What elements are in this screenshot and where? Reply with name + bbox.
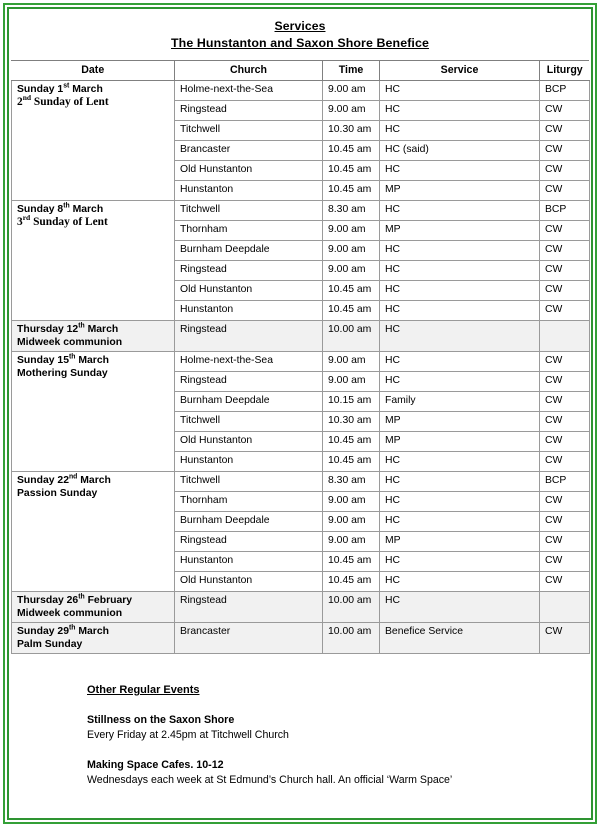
cell-church: Thornham (175, 221, 323, 241)
table-row (12, 81, 590, 101)
cell-service: HC (380, 121, 540, 141)
date-line-1: Thursday 26th February (17, 593, 133, 606)
cell-liturgy: CW (540, 261, 590, 281)
cell-service: MP (380, 221, 540, 241)
table-header-row (12, 61, 590, 81)
date-line-2: Palm Sunday (17, 639, 83, 650)
cell-church: Holme-next-the-Sea (175, 352, 323, 372)
cell-liturgy (540, 592, 590, 623)
cell-church: Ringstead (175, 372, 323, 392)
event-description: Wednesdays each week at St Edmund’s Church hall. An official ‘Warm Space’ (87, 774, 453, 786)
table-row (12, 472, 590, 492)
cell-time: 10.45 am (323, 141, 380, 161)
cell-liturgy: CW (540, 141, 590, 161)
table-header (12, 61, 590, 81)
cell-service: MP (380, 412, 540, 432)
date-line-1: Sunday 15th March (17, 353, 109, 366)
cell-time: 9.00 am (323, 352, 380, 372)
cell-liturgy: CW (540, 372, 590, 392)
cell-service: HC (380, 261, 540, 281)
cell-liturgy: CW (540, 281, 590, 301)
cell-liturgy: BCP (540, 472, 590, 492)
cell-liturgy: CW (540, 121, 590, 141)
cell-service: HC (380, 241, 540, 261)
cell-service: HC (380, 161, 540, 181)
cell-liturgy: CW (540, 221, 590, 241)
cell-liturgy: CW (540, 241, 590, 261)
cell-service: HC (380, 552, 540, 572)
cell-liturgy (540, 321, 590, 352)
cell-time: 10.00 am (323, 321, 380, 352)
cell-liturgy: CW (540, 181, 590, 201)
date-ordinal-suffix: th (68, 624, 76, 632)
date-line-2: Passion Sunday (17, 488, 98, 499)
cell-date (12, 623, 175, 654)
cell-service: HC (380, 352, 540, 372)
cell-time: 10.45 am (323, 432, 380, 452)
services-table (11, 61, 590, 654)
cell-service: HC (380, 101, 540, 121)
date-line-1: Thursday 12th March (17, 322, 119, 335)
table-body (12, 81, 590, 654)
cell-service: HC (380, 472, 540, 492)
event-title: Stillness on the Saxon Shore (87, 714, 235, 726)
table-row (12, 352, 590, 372)
date-ordinal-suffix: th (68, 353, 76, 361)
cell-liturgy: CW (540, 392, 590, 412)
column-header-service: Service (380, 61, 540, 81)
cell-time: 8.30 am (323, 201, 380, 221)
cell-church: Hunstanton (175, 181, 323, 201)
cell-church: Titchwell (175, 121, 323, 141)
cell-church: Titchwell (175, 472, 323, 492)
cell-church: Old Hunstanton (175, 432, 323, 452)
date-line-1: Sunday 1st March (17, 82, 103, 95)
cell-service: MP (380, 532, 540, 552)
cell-time: 10.45 am (323, 301, 380, 321)
cell-service: HC (380, 492, 540, 512)
cell-time: 9.00 am (323, 512, 380, 532)
cell-liturgy: CW (540, 101, 590, 121)
cell-time: 10.45 am (323, 281, 380, 301)
cell-date (12, 352, 175, 472)
date-ordinal-suffix: nd (22, 93, 32, 103)
cell-service: HC (380, 301, 540, 321)
cell-time: 9.00 am (323, 221, 380, 241)
cell-service: HC (380, 512, 540, 532)
cell-liturgy: BCP (540, 201, 590, 221)
cell-service: HC (380, 572, 540, 592)
page-title-line2: The Hunstanton and Saxon Shore Benefice (171, 36, 429, 50)
date-ordinal-suffix: th (78, 322, 85, 330)
other-regular-events (11, 684, 589, 788)
cell-liturgy: CW (540, 552, 590, 572)
page-title (11, 11, 589, 61)
cell-time: 8.30 am (323, 472, 380, 492)
cell-liturgy: CW (540, 432, 590, 452)
event-title: Making Space Cafes. 10-12 (87, 759, 224, 771)
cell-time: 9.00 am (323, 492, 380, 512)
cell-church: Ringstead (175, 592, 323, 623)
cell-liturgy: CW (540, 532, 590, 552)
cell-liturgy: CW (540, 623, 590, 654)
cell-liturgy: CW (540, 492, 590, 512)
event-item (87, 758, 589, 788)
cell-church: Holme-next-the-Sea (175, 81, 323, 101)
page-content (11, 11, 589, 816)
other-events-heading: Other Regular Events (87, 684, 200, 696)
cell-time: 9.00 am (323, 532, 380, 552)
cell-time: 9.00 am (323, 241, 380, 261)
date-line-2: 2nd Sunday of Lent (17, 93, 109, 108)
cell-church: Titchwell (175, 201, 323, 221)
cell-church: Brancaster (175, 141, 323, 161)
cell-service: HC (380, 281, 540, 301)
cell-time: 10.45 am (323, 161, 380, 181)
cell-service: HC (380, 592, 540, 623)
cell-service: Benefice Service (380, 623, 540, 654)
cell-church: Burnham Deepdale (175, 241, 323, 261)
cell-service: HC (380, 372, 540, 392)
cell-church: Old Hunstanton (175, 161, 323, 181)
table-row (12, 321, 590, 352)
date-ordinal-suffix: nd (68, 473, 78, 481)
cell-church: Old Hunstanton (175, 572, 323, 592)
cell-time: 9.00 am (323, 261, 380, 281)
page-title-line1: Services (274, 19, 326, 33)
table-row (12, 623, 590, 654)
cell-time: 10.15 am (323, 392, 380, 412)
table-row (12, 592, 590, 623)
cell-church: Ringstead (175, 101, 323, 121)
date-ordinal-suffix: st (63, 82, 70, 90)
cell-church: Ringstead (175, 532, 323, 552)
cell-church: Titchwell (175, 412, 323, 432)
cell-church: Thornham (175, 492, 323, 512)
cell-church: Brancaster (175, 623, 323, 654)
column-header-liturgy: Liturgy (540, 61, 590, 81)
cell-liturgy: BCP (540, 81, 590, 101)
cell-time: 10.45 am (323, 572, 380, 592)
cell-service: MP (380, 181, 540, 201)
cell-date (12, 321, 175, 352)
cell-service: HC (380, 81, 540, 101)
cell-service: HC (380, 452, 540, 472)
date-line-1: Sunday 29th March (17, 624, 109, 637)
date-line-2: Mothering Sunday (17, 368, 108, 379)
cell-church: Old Hunstanton (175, 281, 323, 301)
date-line-1: Sunday 8th March (17, 202, 104, 215)
cell-time: 9.00 am (323, 81, 380, 101)
cell-service: HC (said) (380, 141, 540, 161)
cell-time: 9.00 am (323, 101, 380, 121)
cell-time: 10.30 am (323, 121, 380, 141)
date-line-2: Midweek communion (17, 337, 123, 348)
cell-date (12, 472, 175, 592)
cell-date (12, 592, 175, 623)
cell-service: HC (380, 201, 540, 221)
cell-time: 10.45 am (323, 452, 380, 472)
date-ordinal-suffix: rd (22, 213, 31, 223)
cell-time: 9.00 am (323, 372, 380, 392)
column-header-church: Church (175, 61, 323, 81)
cell-date (12, 201, 175, 321)
cell-time: 10.00 am (323, 592, 380, 623)
cell-liturgy: CW (540, 301, 590, 321)
cell-liturgy: CW (540, 352, 590, 372)
date-line-2: Midweek communion (17, 608, 123, 619)
cell-church: Hunstanton (175, 301, 323, 321)
cell-date (12, 81, 175, 201)
date-line-1: Sunday 22nd March (17, 473, 111, 486)
cell-time: 10.30 am (323, 412, 380, 432)
event-item (87, 713, 589, 743)
date-line-2: 3rd Sunday of Lent (17, 213, 108, 228)
other-events-list (87, 713, 589, 788)
cell-service: Family (380, 392, 540, 412)
cell-church: Hunstanton (175, 552, 323, 572)
cell-service: MP (380, 432, 540, 452)
cell-service: HC (380, 321, 540, 352)
column-header-time: Time (323, 61, 380, 81)
column-header-date: Date (12, 61, 175, 81)
date-ordinal-suffix: th (63, 202, 70, 210)
table-row (12, 201, 590, 221)
cell-liturgy: CW (540, 161, 590, 181)
event-description: Every Friday at 2.45pm at Titchwell Church (87, 729, 289, 741)
cell-church: Ringstead (175, 261, 323, 281)
cell-church: Burnham Deepdale (175, 512, 323, 532)
cell-liturgy: CW (540, 512, 590, 532)
cell-time: 10.00 am (323, 623, 380, 654)
cell-time: 10.45 am (323, 552, 380, 572)
cell-church: Ringstead (175, 321, 323, 352)
cell-liturgy: CW (540, 412, 590, 432)
cell-liturgy: CW (540, 452, 590, 472)
cell-church: Burnham Deepdale (175, 392, 323, 412)
cell-liturgy: CW (540, 572, 590, 592)
cell-time: 10.45 am (323, 181, 380, 201)
date-ordinal-suffix: th (78, 593, 85, 601)
cell-church: Hunstanton (175, 452, 323, 472)
